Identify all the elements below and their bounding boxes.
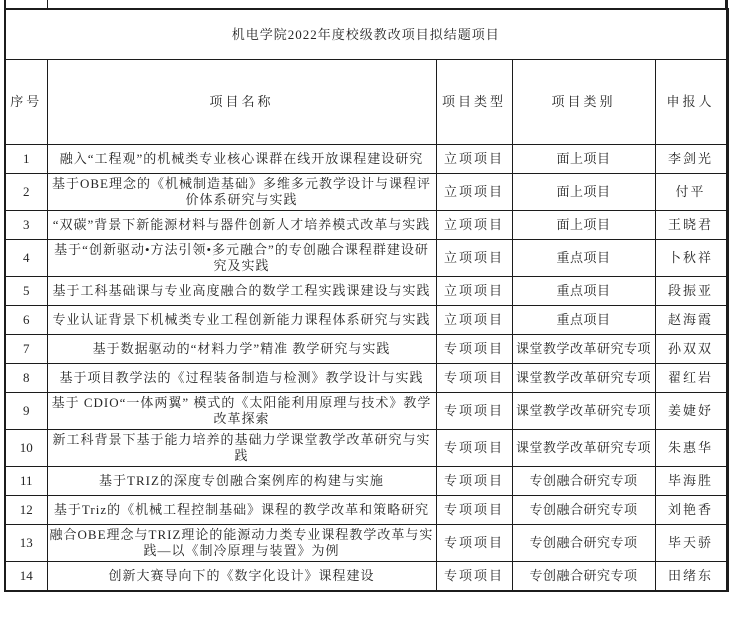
table-row [5,393,727,430]
projects-table [4,8,729,592]
applicant-cell: 刘艳香 [655,496,727,525]
project-name-cell: 创新大赛导向下的《数字化设计》课程建设 [47,562,436,591]
project-name-cell: 基于OBE理念的《机械制造基础》多维多元教学设计与课程评价体系研究与实践 [47,174,436,211]
serial-cell: 6 [5,306,47,335]
table-row [5,145,727,174]
header-row [5,60,727,145]
project-category-cell: 面上项目 [512,211,655,240]
applicant-cell: 翟红岩 [655,364,727,393]
serial-cell: 13 [5,525,47,562]
project-name-cell: “双碳”背景下新能源材料与器件创新人才培养模式改革与实践 [47,211,436,240]
applicant-cell: 姜婕妤 [655,393,727,430]
project-category-cell: 重点项目 [512,277,655,306]
serial-cell: 14 [5,562,47,591]
table-row [5,562,727,591]
header-project-category: 项目类别 [512,60,655,145]
project-type-cell: 立项项目 [436,174,512,211]
table-row [5,430,727,467]
applicant-cell: 卜秋祥 [655,240,727,277]
serial-cell: 7 [5,335,47,364]
project-type-cell: 立项项目 [436,240,512,277]
table-title: 机电学院2022年度校级教改项目拟结题项目 [5,9,727,60]
project-name-cell: 基于TRIZ的深度专创融合案例库的构建与实施 [47,467,436,496]
serial-cell: 8 [5,364,47,393]
table-row [5,525,727,562]
project-type-cell: 专项项目 [436,496,512,525]
project-category-cell: 重点项目 [512,240,655,277]
applicant-cell: 毕天骄 [655,525,727,562]
table-row [5,496,727,525]
applicant-cell: 段振亚 [655,277,727,306]
serial-cell: 2 [5,174,47,211]
project-category-cell: 面上项目 [512,145,655,174]
table-row [5,467,727,496]
project-type-cell: 专项项目 [436,525,512,562]
project-type-cell: 专项项目 [436,393,512,430]
project-category-cell: 面上项目 [512,174,655,211]
applicant-cell: 孙双双 [655,335,727,364]
column-divider-sliver [47,0,48,8]
header-project-name: 项目名称 [47,60,436,145]
applicant-cell: 毕海胜 [655,467,727,496]
applicant-cell: 赵海霞 [655,306,727,335]
project-category-cell: 课堂教学改革研究专项 [512,335,655,364]
project-name-cell: 专业认证背景下机械类专业工程创新能力课程体系研究与实践 [47,306,436,335]
project-category-cell: 课堂教学改革研究专项 [512,393,655,430]
applicant-cell: 朱惠华 [655,430,727,467]
applicant-cell: 田绪东 [655,562,727,591]
project-category-cell: 专创融合研究专项 [512,562,655,591]
table-top-edge-sliver [4,0,728,8]
project-name-cell: 基于 CDIO“一体两翼” 模式的《太阳能利用原理与技术》教学改革探索 [47,393,436,430]
project-category-cell: 课堂教学改革研究专项 [512,364,655,393]
project-name-cell: 基于数据驱动的“材料力学”精准 教学研究与实践 [47,335,436,364]
table-row [5,174,727,211]
table-row [5,240,727,277]
project-category-cell: 专创融合研究专项 [512,496,655,525]
table-row [5,306,727,335]
project-category-cell: 专创融合研究专项 [512,467,655,496]
serial-cell: 3 [5,211,47,240]
project-name-cell: 基于项目教学法的《过程装备制造与检测》教学设计与实践 [47,364,436,393]
project-type-cell: 立项项目 [436,211,512,240]
project-name-cell: 基于“创新驱动•方法引领•多元融合”的专创融合课程群建设研究及实践 [47,240,436,277]
project-name-cell: 基于Triz的《机械工程控制基础》课程的教学改革和策略研究 [47,496,436,525]
project-type-cell: 专项项目 [436,335,512,364]
serial-cell: 4 [5,240,47,277]
project-type-cell: 专项项目 [436,430,512,467]
table-row [5,211,727,240]
project-category-cell: 专创融合研究专项 [512,525,655,562]
project-name-cell: 新工科背景下基于能力培养的基础力学课堂教学改革研究与实践 [47,430,436,467]
applicant-cell: 付平 [655,174,727,211]
project-category-cell: 重点项目 [512,306,655,335]
serial-cell: 9 [5,393,47,430]
header-project-type: 项目类型 [436,60,512,145]
project-name-cell: 基于工科基础课与专业高度融合的数学工程实践课建设与实践 [47,277,436,306]
applicant-cell: 李剑光 [655,145,727,174]
project-name-cell: 融合OBE理念与TRIZ理论的能源动力类专业课程教学改革与实践—以《制冷原理与装置》为例 [47,525,436,562]
project-type-cell: 专项项目 [436,562,512,591]
project-type-cell: 专项项目 [436,467,512,496]
project-type-cell: 立项项目 [436,277,512,306]
project-type-cell: 立项项目 [436,306,512,335]
serial-cell: 12 [5,496,47,525]
table-row [5,277,727,306]
project-type-cell: 立项项目 [436,145,512,174]
project-category-cell: 课堂教学改革研究专项 [512,430,655,467]
project-type-cell: 专项项目 [436,364,512,393]
table-row [5,364,727,393]
table-row [5,335,727,364]
applicant-cell: 王晓君 [655,211,727,240]
header-serial-number: 序号 [5,60,47,145]
project-name-cell: 融入“工程观”的机械类专业核心课群在线开放课程建设研究 [47,145,436,174]
serial-cell: 1 [5,145,47,174]
header-applicant: 申报人 [655,60,727,145]
serial-cell: 11 [5,467,47,496]
serial-cell: 10 [5,430,47,467]
title-row [5,9,727,60]
serial-cell: 5 [5,277,47,306]
